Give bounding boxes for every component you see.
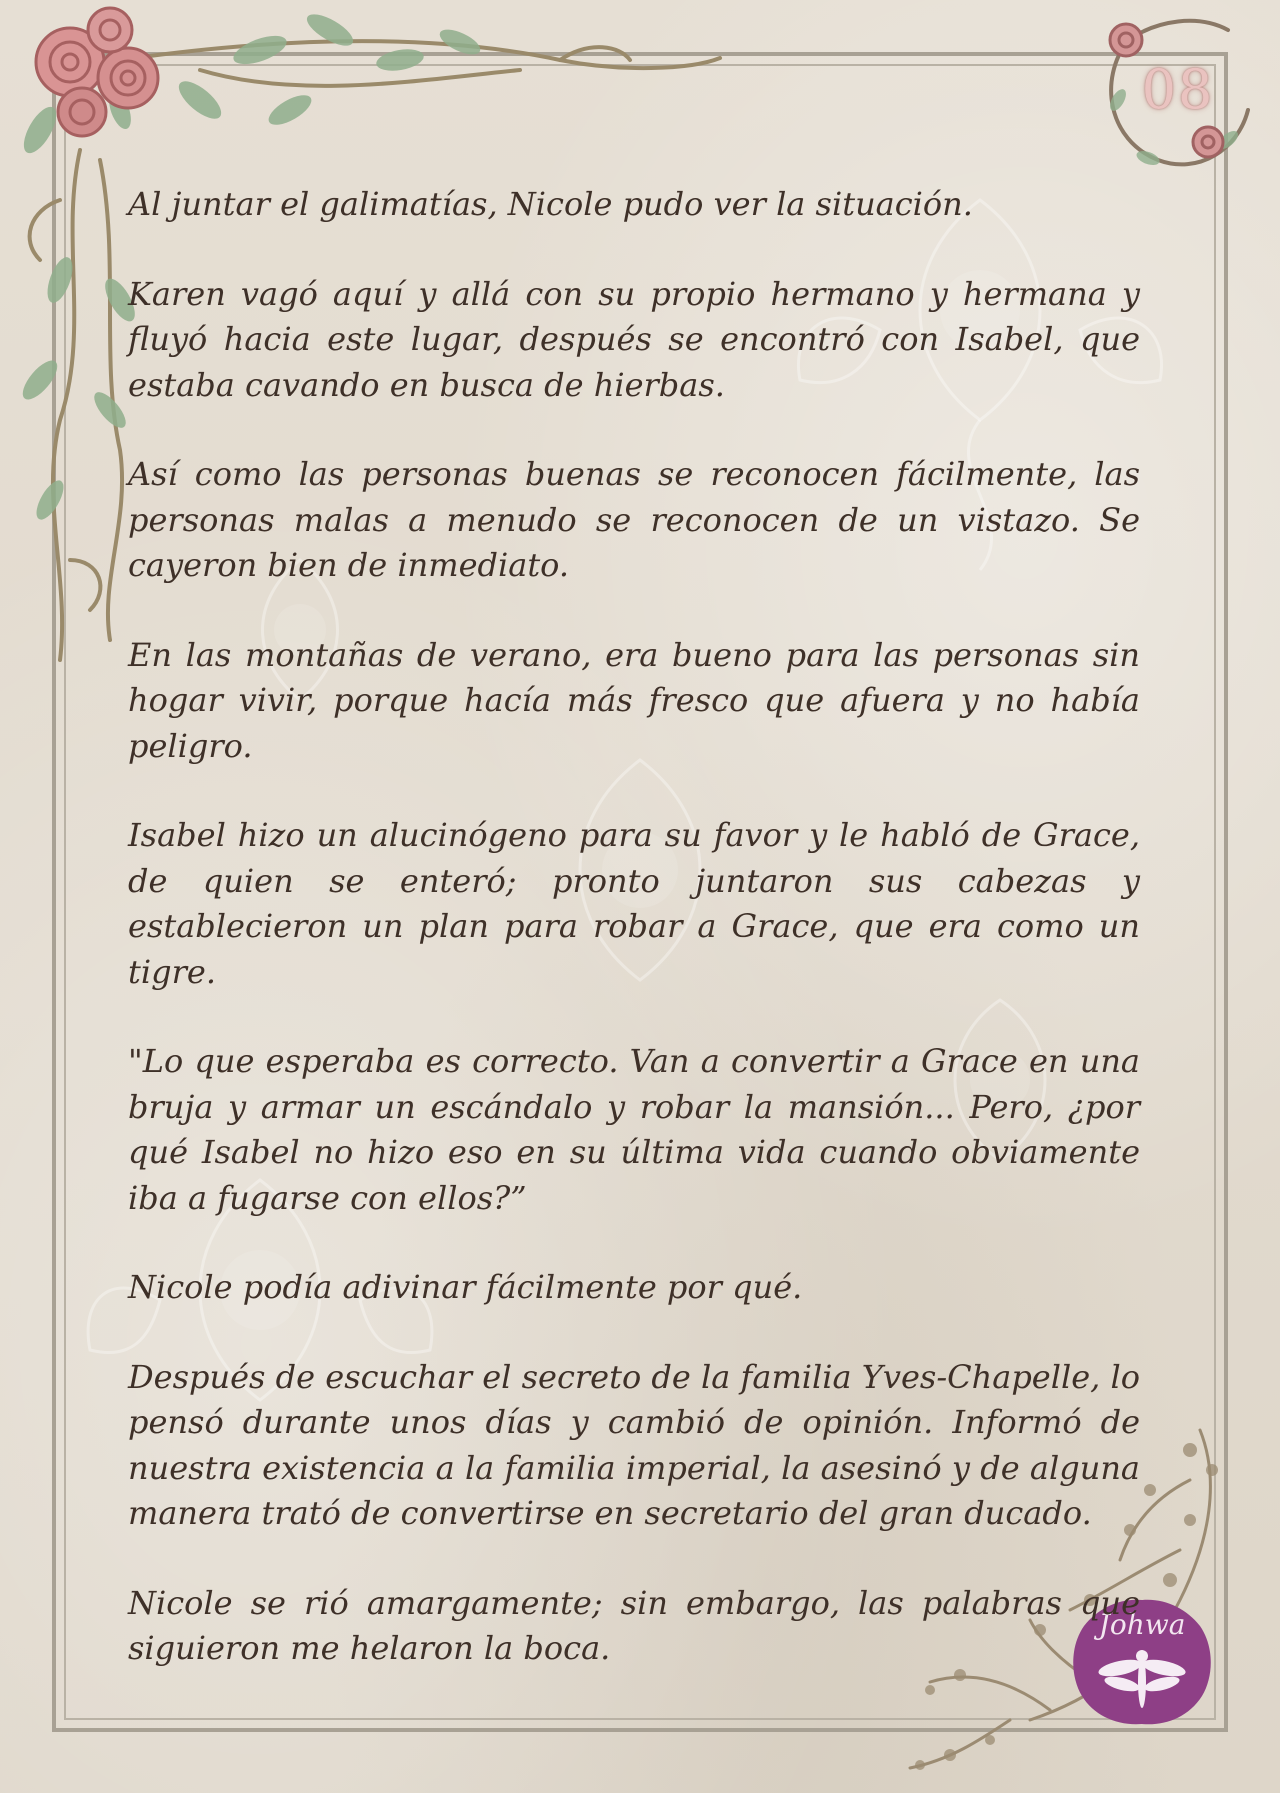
paragraph: Al juntar el galimatías, Nicole pudo ver la situación. bbox=[128, 185, 973, 223]
paragraph: Isabel hizo un alucinógeno para su favor y le habló de Grace, de quien se enteró; pronto juntaron sus cabezas y establecieron un plan para robar a Grace, que era como un tigre. bbox=[128, 816, 1140, 991]
paragraph: Karen vagó aquí y allá con su propio hermano y hermana y fluyó hacia este lugar, después se encontró con Isabel, que estaba cavando en busca de hierbas. bbox=[128, 274, 1140, 404]
logo-text: Johwa bbox=[1098, 1608, 1186, 1641]
paragraph: Después de escuchar el secreto de la familia Yves-Chapelle, lo pensó durante unos días y cambió de opinión. Informó de nuestra existencia a la familia imperial, la asesinó y de alguna manera trató de convertirse en secretario del gran ducado. bbox=[128, 1357, 1140, 1532]
paragraph: Nicole podía adivinar fácilmente por qué. bbox=[128, 1268, 803, 1306]
page-number: 08 bbox=[1141, 58, 1215, 121]
paragraph: "Lo que esperaba es correcto. Van a convertir a Grace en una bruja y armar un escándalo y robar la mansión... Pero, ¿por qué Isabel no hizo eso en su última vida cuando obviamente iba a fugarse con ellos?” bbox=[128, 1042, 1140, 1217]
paragraph: Así como las personas buenas se reconocen fácilmente, las personas malas a menudo se reconocen de un vistazo. Se cayeron bien de inmediato. bbox=[128, 455, 1140, 584]
paragraph: En las montañas de verano, era bueno para las personas sin hogar vivir, porque hacía más fresco que afuera y no había peligro. bbox=[128, 635, 1140, 765]
document-body bbox=[128, 182, 1140, 1716]
paragraph: Nicole se rió amargamente; sin embargo, las palabras que siguieron me helaron la boca. bbox=[128, 1583, 1140, 1667]
